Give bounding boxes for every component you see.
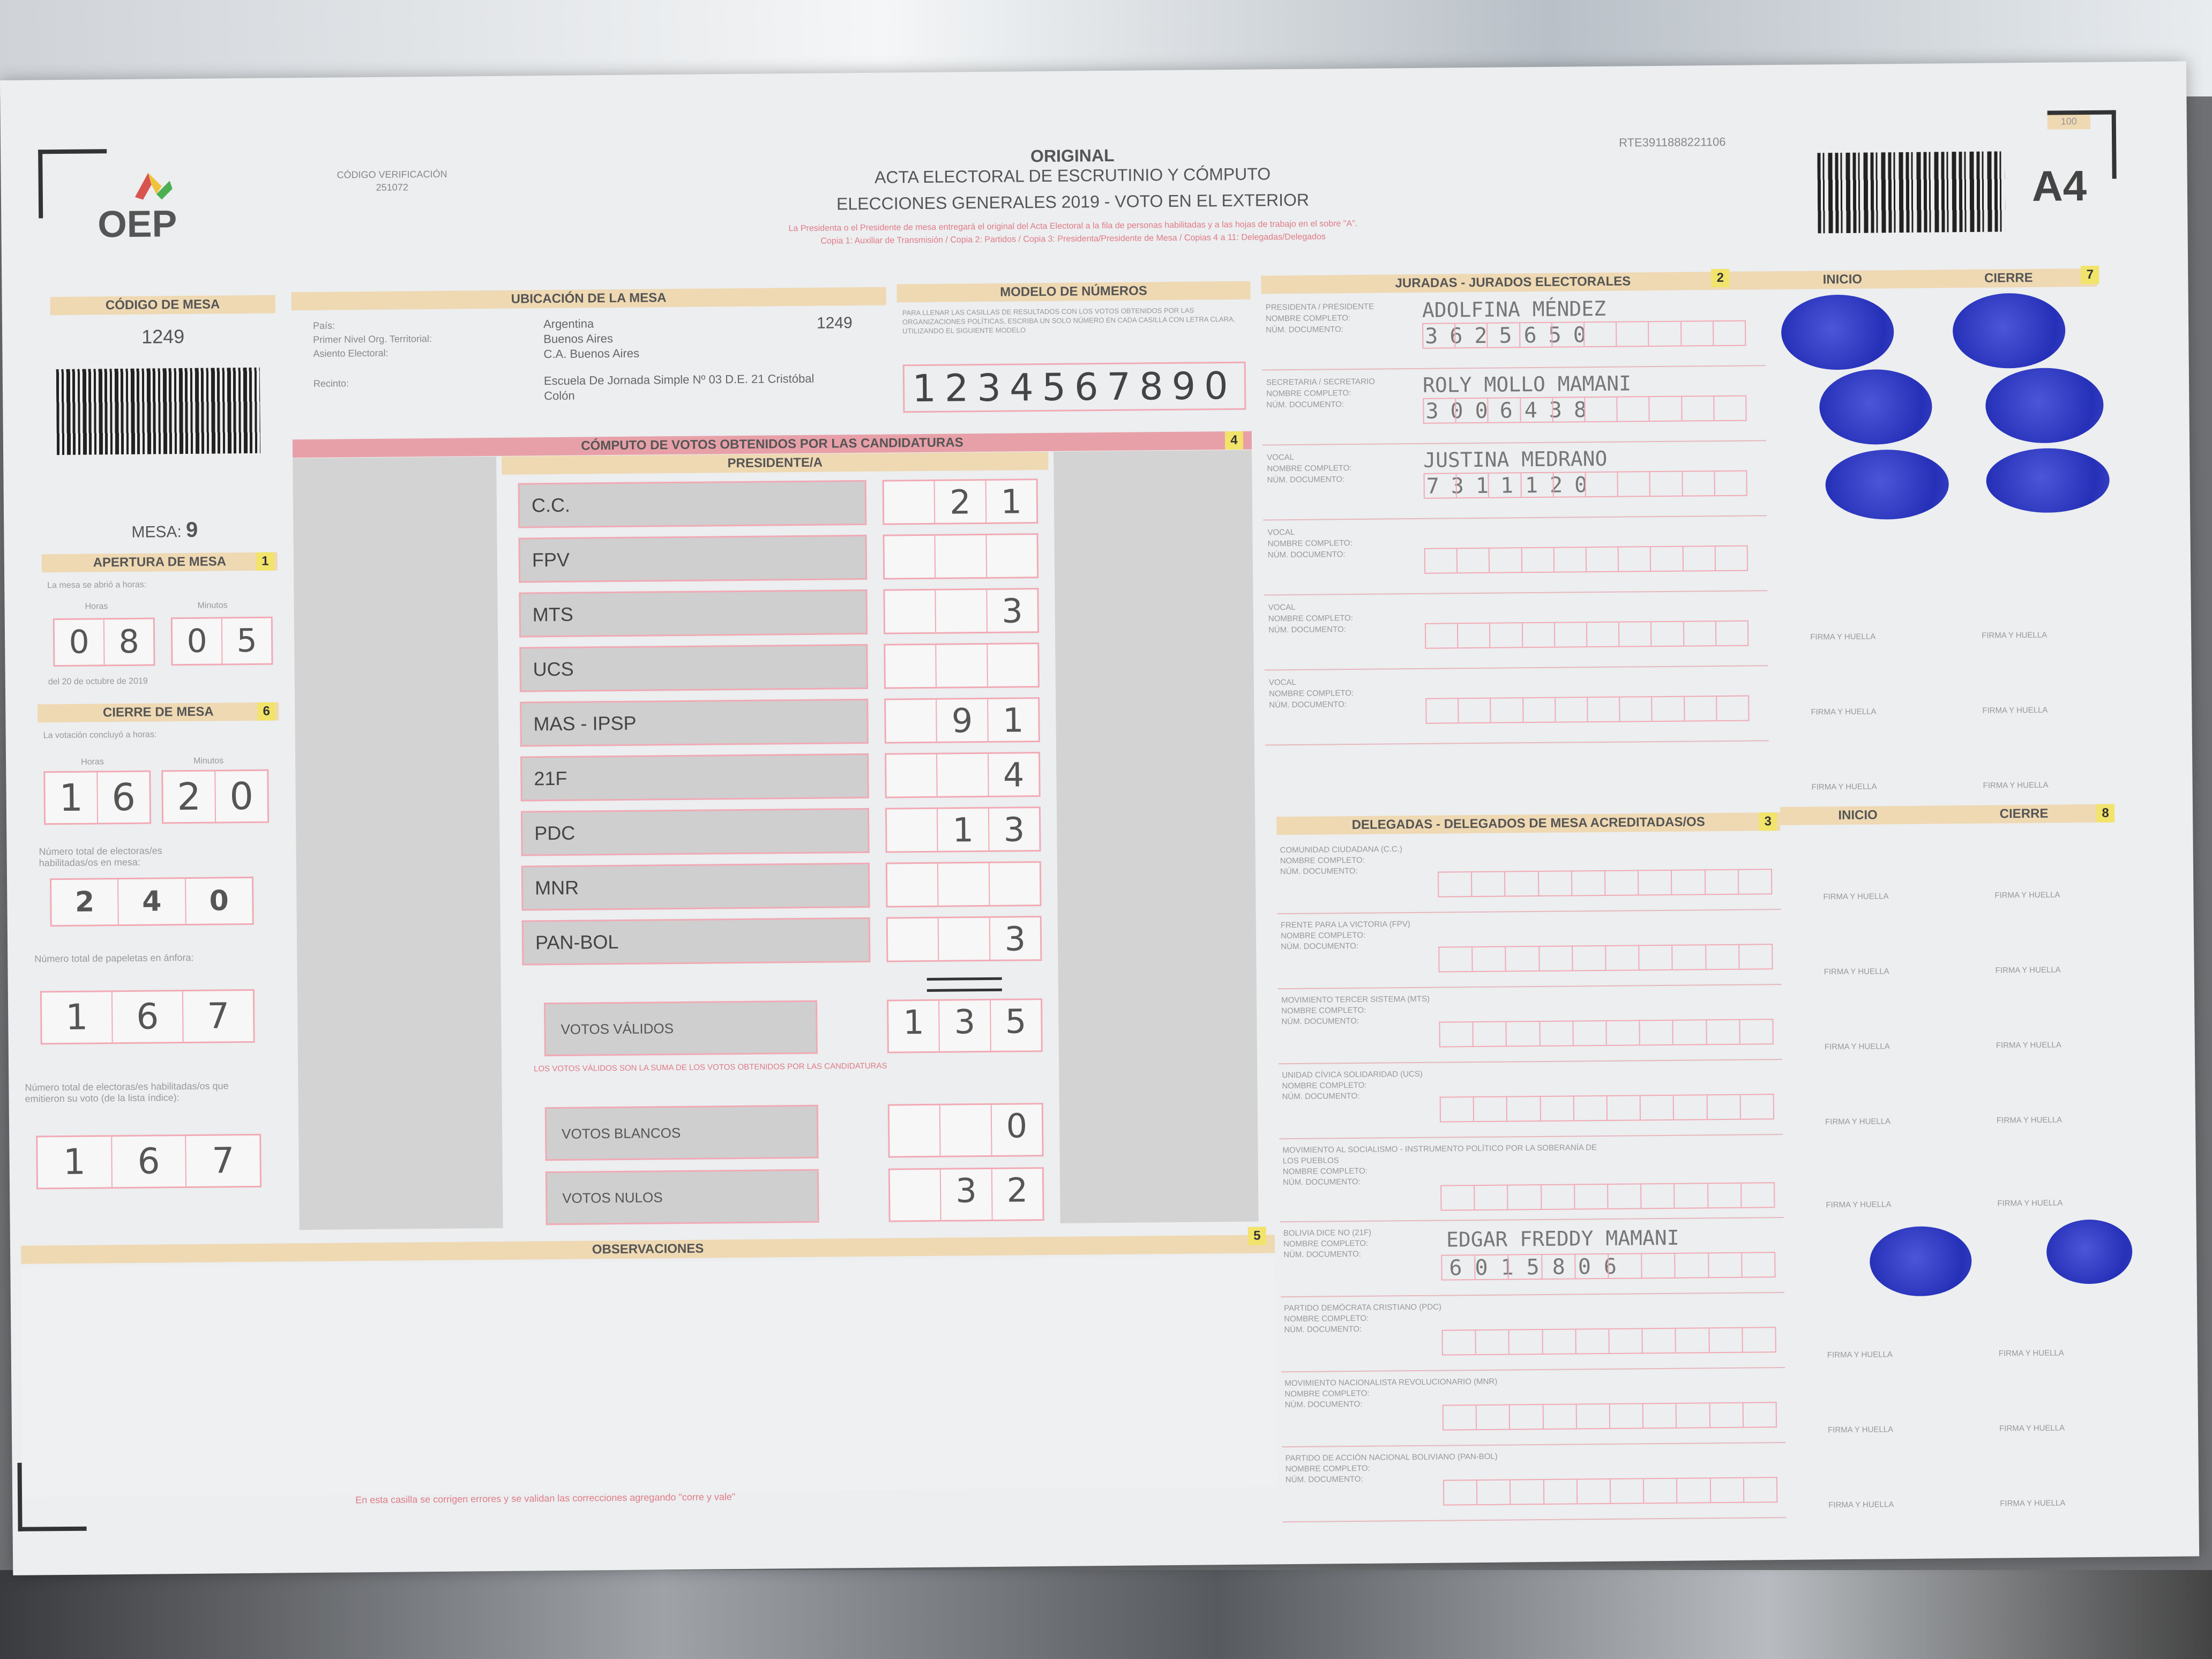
jurado-role: VOCAL xyxy=(1267,527,1295,537)
jurado-doc-label: NÚM. DOCUMENTO: xyxy=(1267,475,1345,485)
delegado-party: MOVIMIENTO NACIONALISTA REVOLUCIONARIO (MNR) xyxy=(1284,1377,1498,1388)
vote-digit xyxy=(936,754,988,796)
vote-digit: 5 xyxy=(990,1000,1041,1051)
delegado-name-label: NOMBRE COMPLETO: xyxy=(1284,1313,1369,1324)
thumbprint-icon xyxy=(1985,368,2104,444)
firma-label: FIRMA Y HUELLA xyxy=(1824,967,1889,977)
instructions-text: La Presidenta o el Presidente de mesa entregará el original del Acta Electoral a la fila de personas habilitadas y a las hojas de trabajo en el sobre "A". xyxy=(788,219,1358,234)
apertura-badge: 1 xyxy=(256,552,274,571)
papeletas-boxes xyxy=(40,989,255,1044)
delegados-cierre-header: CIERRE xyxy=(1935,804,2112,824)
papeletas-label: Número total de papeletas en ánfora: xyxy=(34,952,194,965)
delegado-doc-boxes xyxy=(1438,869,1772,897)
cierre-hora-label: Horas xyxy=(81,757,104,767)
vote-digit xyxy=(886,700,936,742)
habilitados-digit: 0 xyxy=(185,878,252,924)
thumbprint-icon xyxy=(1953,293,2066,369)
firma-label: FIRMA Y HUELLA xyxy=(1811,782,1877,792)
jurado-doc-boxes xyxy=(1425,621,1748,649)
party-cc: C.C. xyxy=(518,480,867,528)
ubicacion-pais: Argentina xyxy=(543,317,594,331)
party-ucs: UCS xyxy=(519,644,868,692)
party-fpv: FPV xyxy=(518,535,867,583)
jurado-doc-label: NÚM. DOCUMENTO: xyxy=(1268,625,1346,635)
delegado-doc-boxes xyxy=(1440,1182,1775,1210)
emitieron-digit: 1 xyxy=(63,1141,86,1183)
delegado-doc-boxes xyxy=(1438,944,1773,972)
cierre-hora-digit: 6 xyxy=(96,772,150,823)
vote-digit: 3 xyxy=(989,917,1040,960)
codigo-mesa-header: CÓDIGO DE MESA xyxy=(50,295,275,316)
delegado-party: FRENTE PARA LA VICTORIA (FPV) xyxy=(1280,920,1410,930)
votes-mts xyxy=(883,588,1039,634)
delegado-name-label: NOMBRE COMPLETO: xyxy=(1285,1463,1370,1474)
delegado-row xyxy=(1281,1370,1785,1447)
computo-left-panel xyxy=(293,457,503,1230)
papeletas-digit: 6 xyxy=(111,991,183,1042)
delegado-party: PARTIDO DE ACCIÓN NACIONAL BOLIVIANO (PAN-BOL) xyxy=(1285,1452,1498,1463)
delegado-name-label: NOMBRE COMPLETO: xyxy=(1280,855,1365,866)
jurados-badge: 2 xyxy=(1711,269,1729,287)
jurados-cierre-badge: 7 xyxy=(2081,266,2099,284)
electoral-act-sheet xyxy=(0,61,2199,1575)
delegados-inicio-header: INICIO xyxy=(1780,806,1935,826)
delegado-doc: 6015806 xyxy=(1449,1254,1630,1281)
jurado-name-label: NOMBRE COMPLETO: xyxy=(1268,614,1354,624)
delegado-name-label: NOMBRE COMPLETO: xyxy=(1282,1166,1368,1177)
jurados-header: JURADAS - JURADOS ELECTORALES xyxy=(1261,271,1765,294)
jurados-cierre-header: CIERRE xyxy=(1920,268,2097,288)
delegado-doc-boxes xyxy=(1439,1019,1773,1047)
ubicacion-header: UBICACIÓN DE LA MESA xyxy=(291,287,886,311)
delegado-party: PARTIDO DEMÓCRATA CRISTIANO (PDC) xyxy=(1284,1302,1442,1313)
codigo-verificacion-value: 251072 xyxy=(376,182,408,193)
vote-digit xyxy=(985,535,1037,577)
firma-label: FIRMA Y HUELLA xyxy=(1828,1425,1894,1435)
jurado-doc: 7311120 xyxy=(1426,472,1600,499)
firma-label: FIRMA Y HUELLA xyxy=(1997,1115,2062,1125)
firma-label: FIRMA Y HUELLA xyxy=(1983,780,2049,790)
apertura-min-digit: 5 xyxy=(221,618,272,664)
jurado-role: VOCAL xyxy=(1268,677,1296,687)
jurado-role: PRESIDENTA / PRESIDENTE xyxy=(1265,302,1374,312)
observaciones-header: OBSERVACIONES xyxy=(21,1235,1275,1264)
vote-digit xyxy=(939,1105,991,1156)
mesa-number: 9 xyxy=(185,518,198,542)
firma-label: FIRMA Y HUELLA xyxy=(1996,1040,2061,1050)
blancos-label: VOTOS BLANCOS xyxy=(545,1105,819,1161)
votes-ucs xyxy=(884,642,1040,689)
delegado-row xyxy=(1282,1445,1786,1522)
cierre-header: CIERRE DE MESA xyxy=(38,703,279,723)
jurado-doc-boxes xyxy=(1423,395,1746,424)
ubicacion-recinto: Escuela De Jornada Simple Nº 03 D.E. 21 Cristóbal Colón xyxy=(543,371,814,403)
papeletas-digit: 7 xyxy=(182,991,253,1042)
observaciones-area xyxy=(21,1256,1277,1497)
vote-digit: 2 xyxy=(934,481,985,523)
votes-21f xyxy=(885,752,1041,798)
jurado-doc: 3006438 xyxy=(1425,397,1599,424)
ubicacion-label-nivel: Primer Nivel Org. Territorial: xyxy=(313,333,432,345)
firma-label: FIRMA Y HUELLA xyxy=(1827,1350,1893,1360)
barcode-top xyxy=(1817,151,2005,233)
delegado-doc-label: NÚM. DOCUMENTO: xyxy=(1282,1091,1360,1102)
thumbprint-icon xyxy=(2046,1219,2133,1284)
jurado-doc-label: NÚM. DOCUMENTO: xyxy=(1269,700,1347,710)
delegados-cierre-badge: 8 xyxy=(2096,804,2114,823)
vote-digit: 1 xyxy=(903,1003,925,1042)
firma-label: FIRMA Y HUELLA xyxy=(1997,1198,2063,1208)
firma-label: FIRMA Y HUELLA xyxy=(2000,1498,2066,1508)
ubicacion-code: 1249 xyxy=(816,314,853,332)
validos-label: VOTOS VÁLIDOS xyxy=(544,1000,818,1056)
vote-digit xyxy=(884,481,935,524)
vote-digit: 9 xyxy=(936,699,987,742)
apertura-hora-digit: 0 xyxy=(69,623,90,661)
modelo-instructions: PARA LLENAR LAS CASILLAS DE RESULTADOS CON LOS VOTOS OBTENIDOS POR LAS ORGANIZACIONES POLÍTICAS, ESCRIBA UN SOLO NÚMERO EN CADA CASILLA CON LETRA CLARA, UTILIZANDO EL SIGUIENTE MODELO xyxy=(902,306,1236,335)
computo-header: CÓMPUTO DE VOTOS OBTENIDOS POR LAS CANDIDATURAS xyxy=(293,431,1252,458)
vote-digit: 1 xyxy=(937,809,988,851)
ubicacion-nivel: Buenos Aires xyxy=(543,332,613,346)
thumbprint-icon xyxy=(1870,1226,1972,1297)
apertura-header: APERTURA DE MESA xyxy=(42,552,278,573)
delegado-name-label: NOMBRE COMPLETO: xyxy=(1283,1238,1369,1249)
delegado-name-label: NOMBRE COMPLETO: xyxy=(1282,1080,1367,1091)
vote-digit xyxy=(885,591,935,633)
jurado-doc-label: NÚM. DOCUMENTO: xyxy=(1266,325,1343,335)
copies-text: Copia 1: Auxiliar de Transmisión / Copia 2: Partidos / Copia 3: Presidenta/Presidente de Mesa / Copias 4 a 11: Delegadas/Delegados xyxy=(820,232,1326,246)
apertura-min-label: Minutos xyxy=(197,601,228,610)
jurado-row xyxy=(1265,665,1769,745)
vote-digit: 0 xyxy=(990,1104,1042,1155)
oep-logo xyxy=(92,170,210,245)
delegado-doc-label: NÚM. DOCUMENTO: xyxy=(1282,1177,1361,1187)
firma-label: FIRMA Y HUELLA xyxy=(1995,965,2061,975)
vote-digit xyxy=(884,536,935,578)
vote-digit xyxy=(890,1170,940,1221)
firma-label: FIRMA Y HUELLA xyxy=(1828,1500,1894,1510)
votes-cc xyxy=(883,479,1038,525)
apertura-hora-label: Horas xyxy=(85,602,108,611)
delegado-row xyxy=(1279,1062,1783,1139)
sum-line xyxy=(927,977,1002,992)
vote-digit: 3 xyxy=(938,1000,990,1051)
firma-label: FIRMA Y HUELLA xyxy=(1999,1423,2065,1433)
jurado-doc-boxes xyxy=(1422,320,1746,349)
validos-note: LOS VOTOS VÁLIDOS SON LA SUMA DE LOS VOTOS OBTENIDOS POR LAS CANDIDATURAS xyxy=(534,1061,887,1074)
delegado-name-label: NOMBRE COMPLETO: xyxy=(1281,1005,1366,1016)
delegado-party: MOVIMIENTO TERCER SISTEMA (MTS) xyxy=(1281,994,1430,1005)
vote-digit xyxy=(887,864,938,906)
modelo-header: MODELO DE NÚMEROS xyxy=(896,281,1250,303)
vote-digit xyxy=(987,644,1038,686)
jurado-role: VOCAL xyxy=(1267,452,1295,462)
delegados-badge: 3 xyxy=(1759,812,1777,831)
corner-code: 100 xyxy=(2047,113,2090,130)
votes-mas-ipsp xyxy=(884,697,1040,744)
votes-validos xyxy=(887,998,1043,1053)
firma-label: FIRMA Y HUELLA xyxy=(1823,892,1889,902)
jurado-name: JUSTINA MEDRANO xyxy=(1423,446,1608,472)
cierre-min-boxes xyxy=(161,769,269,824)
vote-digit xyxy=(888,918,938,961)
computo-right-panel xyxy=(1053,450,1259,1223)
delegado-party: MOVIMIENTO AL SOCIALISMO - INSTRUMENTO POLÍTICO POR LA SOBERANÍA DE LOS PUEBLOS xyxy=(1282,1143,1597,1166)
format-code: A4 xyxy=(2031,162,2087,210)
observaciones-footer: En esta casilla se corrigen errores y se validan las correcciones agregando "corre y vale" xyxy=(355,1491,736,1506)
delegado-name-label: NOMBRE COMPLETO: xyxy=(1284,1388,1370,1399)
apertura-label: La mesa se abrió a horas: xyxy=(47,580,147,591)
vote-digit: 3 xyxy=(940,1169,991,1220)
habilitados-digit: 4 xyxy=(117,879,185,924)
delegado-row xyxy=(1280,1220,1784,1297)
delegado-doc-boxes xyxy=(1441,1252,1775,1280)
jurado-role: VOCAL xyxy=(1268,602,1296,612)
delegado-party: UNIDAD CÍVICA SOLIDARIDAD (UCS) xyxy=(1282,1069,1423,1080)
vote-digit xyxy=(988,863,1040,905)
votes-pdc xyxy=(885,806,1041,853)
vote-digit xyxy=(885,645,936,687)
observaciones-badge: 5 xyxy=(1248,1227,1266,1245)
barcode-mesa xyxy=(56,368,260,455)
delegado-doc-label: NÚM. DOCUMENTO: xyxy=(1281,1016,1359,1027)
jurado-role: SECRETARIA / SECRETARIO xyxy=(1266,377,1375,387)
apertura-min-boxes xyxy=(171,617,273,666)
jurados-inicio-header: INICIO xyxy=(1765,270,1920,290)
delegado-doc-boxes xyxy=(1443,1402,1777,1430)
jurado-row xyxy=(1262,440,1767,520)
emitieron-label: Número total de electoras/es habilitadas/os que emitieron su voto (de la lista índice): xyxy=(25,1080,229,1104)
delegado-doc-label: NÚM. DOCUMENTO: xyxy=(1283,1249,1362,1260)
votes-nulos xyxy=(888,1167,1044,1222)
delegado-name: EDGAR FREDDY MAMANI xyxy=(1446,1225,1679,1252)
thumbprint-icon xyxy=(1825,449,1949,520)
habilitados-label: Número total de electoras/es habilitadas/os en mesa: xyxy=(39,845,162,869)
jurado-name-label: NOMBRE COMPLETO: xyxy=(1266,388,1351,399)
ubicacion-asiento: C.A. Buenos Aires xyxy=(543,346,640,361)
thumbprint-icon xyxy=(1986,448,2110,513)
jurado-name-label: NOMBRE COMPLETO: xyxy=(1267,464,1352,474)
delegado-party: COMUNIDAD CIUDADANA (C.C.) xyxy=(1280,845,1403,855)
party-mts: MTS xyxy=(519,589,868,638)
emitieron-digit: 6 xyxy=(111,1136,185,1187)
background-bottom xyxy=(0,1570,2212,1659)
delegado-doc-label: NÚM. DOCUMENTO: xyxy=(1281,941,1359,952)
firma-label: FIRMA Y HUELLA xyxy=(1826,1200,1892,1210)
vote-digit xyxy=(935,535,986,578)
copy-label: ORIGINAL xyxy=(1030,145,1115,166)
cierre-min-label: Minutos xyxy=(193,756,224,766)
jurado-row xyxy=(1262,365,1766,445)
party-mnr: MNR xyxy=(521,863,870,911)
vote-digit: 1 xyxy=(987,699,1038,741)
vote-digit xyxy=(935,590,987,632)
delegado-row xyxy=(1279,1137,1783,1222)
vote-digit: 3 xyxy=(988,808,1040,850)
jurado-doc-boxes xyxy=(1425,696,1749,724)
vote-digit: 2 xyxy=(991,1169,1042,1220)
party-mas-ipsp: MAS - IPSP xyxy=(520,699,869,747)
vote-digit xyxy=(890,1105,940,1156)
delegado-row xyxy=(1278,987,1782,1064)
thumbprint-icon xyxy=(1819,369,1932,445)
logo-emblem-icon xyxy=(118,170,183,203)
computo-subheader: PRESIDENTE/A xyxy=(502,452,1048,475)
emitieron-digit: 7 xyxy=(185,1135,260,1186)
jurado-row xyxy=(1264,590,1768,670)
jurado-name-label: NOMBRE COMPLETO: xyxy=(1265,313,1351,324)
votes-mnr xyxy=(886,861,1042,908)
cierre-badge: 6 xyxy=(257,703,275,721)
cierre-hora-boxes xyxy=(43,771,151,825)
ubicacion-label-recinto: Recinto: xyxy=(313,378,349,389)
party-pan-bol: PAN-BOL xyxy=(522,917,871,966)
jurado-row xyxy=(1261,290,1766,370)
apertura-hora-digit: 8 xyxy=(103,619,154,665)
votes-fpv xyxy=(883,533,1038,580)
jurado-doc-label: NÚM. DOCUMENTO: xyxy=(1266,400,1344,410)
firma-label: FIRMA Y HUELLA xyxy=(1810,632,1876,642)
vote-digit xyxy=(938,918,989,960)
delegado-doc-label: NÚM. DOCUMENTO: xyxy=(1284,1399,1363,1410)
delegado-row xyxy=(1276,836,1781,914)
document-subtitle: ELECCIONES GENERALES 2019 - VOTO EN EL EXTERIOR xyxy=(836,190,1310,214)
ubicacion-label-asiento: Asiento Electoral: xyxy=(313,347,388,359)
jurado-doc-boxes xyxy=(1423,470,1747,499)
rte-code: RTE3911888221106 xyxy=(1619,134,1726,150)
nulos-label: VOTOS NULOS xyxy=(545,1169,819,1225)
cierre-label: La votación concluyó a horas: xyxy=(43,730,157,741)
apertura-fecha: del 20 de octubre de 2019 xyxy=(48,676,148,687)
jurado-row xyxy=(1263,515,1767,595)
cierre-hora-digit: 1 xyxy=(59,775,84,820)
habilitados-digit: 2 xyxy=(74,886,95,918)
vote-digit xyxy=(937,863,989,906)
crop-mark xyxy=(38,149,107,218)
jurado-doc: 3625650 xyxy=(1425,322,1598,349)
votes-blancos xyxy=(888,1103,1044,1158)
delegado-party: BOLIVIA DICE NO (21F) xyxy=(1283,1228,1372,1238)
crop-mark xyxy=(2047,110,2117,180)
jurado-name: ROLY MOLLO MAMANI xyxy=(1422,371,1632,397)
delegado-doc-label: NÚM. DOCUMENTO: xyxy=(1284,1324,1362,1335)
thumbprint-icon xyxy=(1781,294,1894,370)
document-title: ACTA ELECTORAL DE ESCRUTINIO Y CÓMPUTO xyxy=(874,164,1271,187)
delegado-doc-label: NÚM. DOCUMENTO: xyxy=(1280,866,1358,877)
vote-digit xyxy=(887,809,937,851)
firma-label: FIRMA Y HUELLA xyxy=(1982,705,2048,715)
firma-label: FIRMA Y HUELLA xyxy=(1994,890,2060,900)
vote-digit: 4 xyxy=(988,753,1039,796)
vote-digit: 1 xyxy=(985,480,1036,522)
codigo-mesa-value: 1249 xyxy=(141,325,185,348)
delegado-doc-boxes xyxy=(1440,1094,1774,1122)
jurado-doc-boxes xyxy=(1424,545,1748,574)
cierre-min-digit: 0 xyxy=(214,771,267,822)
vote-digit xyxy=(886,754,937,797)
delegado-doc-boxes xyxy=(1441,1327,1776,1355)
jurado-name: ADOLFINA MÉNDEZ xyxy=(1422,296,1606,322)
logo-text: OEP xyxy=(98,203,177,245)
crop-mark xyxy=(18,1462,87,1531)
mesa-label: MESA: xyxy=(131,523,182,541)
firma-label: FIRMA Y HUELLA xyxy=(1811,707,1877,717)
papeletas-digit: 1 xyxy=(65,996,88,1038)
firma-label: FIRMA Y HUELLA xyxy=(1824,1042,1890,1052)
codigo-verificacion-label: CÓDIGO VERIFICACIÓN xyxy=(337,168,447,181)
habilitados-boxes xyxy=(50,877,254,926)
delegado-doc-label: NÚM. DOCUMENTO: xyxy=(1285,1474,1363,1485)
delegados-header: DELEGADAS - DELEGADOS DE MESA ACREDITADAS/OS xyxy=(1276,812,1780,835)
vote-digit: 3 xyxy=(986,589,1037,632)
party-21f: 21F xyxy=(520,753,869,802)
delegado-doc-boxes xyxy=(1443,1477,1777,1505)
delegado-row xyxy=(1281,1295,1785,1372)
apertura-min-digit: 0 xyxy=(186,622,208,660)
votes-pan-bol xyxy=(886,916,1042,962)
emitieron-boxes xyxy=(36,1134,261,1190)
ubicacion-label-pais: País: xyxy=(312,320,335,331)
firma-label: FIRMA Y HUELLA xyxy=(1982,630,2047,640)
delegado-row xyxy=(1277,911,1782,989)
modelo-digits: 1234567890 xyxy=(903,362,1246,413)
firma-label: FIRMA Y HUELLA xyxy=(1998,1348,2064,1358)
apertura-hora-boxes xyxy=(53,618,155,667)
party-pdc: PDC xyxy=(521,808,870,856)
jurado-name-label: NOMBRE COMPLETO: xyxy=(1269,688,1354,699)
computo-badge: 4 xyxy=(1225,431,1243,450)
cierre-min-digit: 2 xyxy=(177,774,201,819)
vote-digit xyxy=(936,645,987,687)
jurado-doc-label: NÚM. DOCUMENTO: xyxy=(1267,550,1346,560)
firma-label: FIRMA Y HUELLA xyxy=(1825,1117,1891,1127)
delegado-name-label: NOMBRE COMPLETO: xyxy=(1280,930,1366,941)
jurado-name-label: NOMBRE COMPLETO: xyxy=(1267,539,1352,549)
